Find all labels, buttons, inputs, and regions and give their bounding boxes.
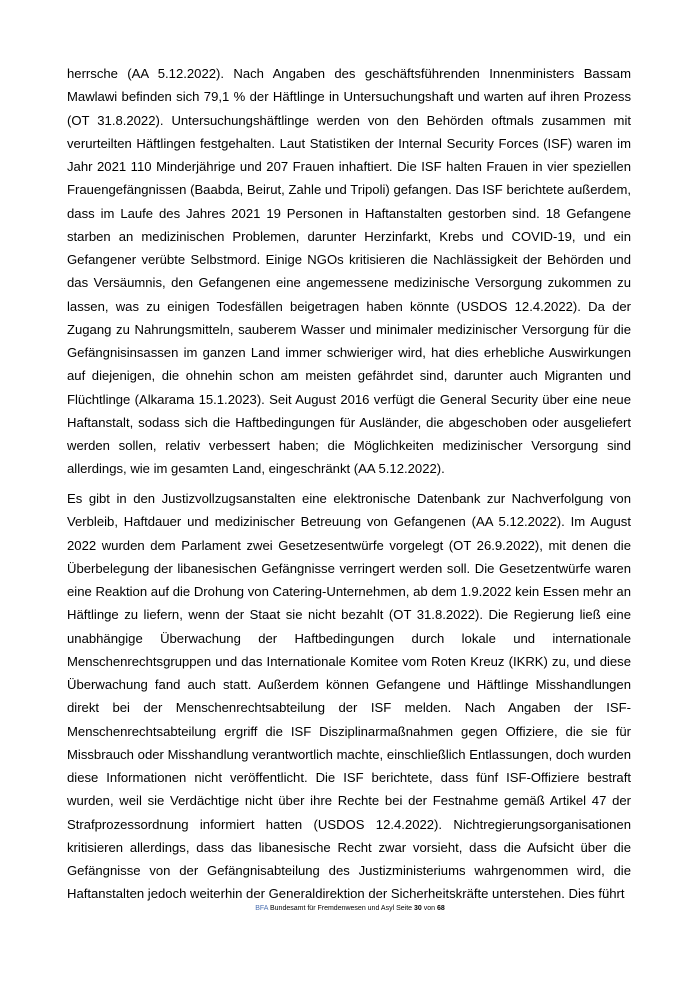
body-paragraph: Es gibt in den Justizvollzugsanstalten eine elektronische Datenbank zur Nachverfolgung von Verbleib, Haftdauer und medizinischer Betreuung von Gefangenen (AA 5.12.2022). Im August 2022 wurden dem Parlament zwei Gesetzesentwürfe vorgelegt (OT 26.9.2022), mit denen die Überbelegung der libanesischen Gefängnisse verringert werden soll. Die Gesetzentwürfe waren eine Reaktion auf die Drohung von Catering-Unternehmen, ab dem 1.9.2022 kein Essen mehr an Häftlinge zu liefern, wenn der Staat sie nicht bezahlt (OT 31.8.2022). Die Regierung ließ eine unabhängige Überwachung der Haftbedingungen durch lokale und internationale Menschenrechtsgruppen und das Internationale Komitee vom Roten Kreuz (IKRK) zu, und diese Überwachung fand auch statt. Außerdem können Gefangene und Häftlinge Misshandlungen direkt bei der Menschenrechtsabteilung der ISF melden. Nach Angaben der ISF-Menschenrechtsabteilung ergriff die ISF Disziplinarmaßnahmen gegen Offiziere, die sie für Missbrauch oder Misshandlung verantwortlich machte, einschließlich Entlassungen, doch wurden diese Informationen nicht veröffentlicht. Die ISF berichtete, dass fünf ISF-Offiziere bestraft wurden, weil sie Verdächtige nicht über ihre Rechte bei der Festnahme gemäß Artikel 47 der Strafprozessordnung informiert hatten (USDOS 12.4.2022). Nichtregierungsorganisationen kritisieren allerdings, dass das libanesische Recht zwar vorsieht, dass die Aufsicht über die Gefängnisse von der Gefängnisabteilung des Justizministeriums wahrgenommen wird, die Haftanstalten jedoch weiterhin der Generaldirektion der Sicherheitskräfte unterstehen. Dies führt bbox=[67, 491, 631, 902]
footer-page-current: 30 bbox=[414, 905, 422, 912]
footer-agency-name: Bundesamt für Fremdenwesen und Asyl bbox=[270, 905, 395, 912]
footer-page-total: 68 bbox=[437, 905, 445, 912]
page-footer bbox=[0, 904, 700, 914]
footer-page-separator: von bbox=[423, 905, 436, 912]
footer-brand-logo: BFA bbox=[255, 905, 269, 912]
footer-page-label: Seite bbox=[396, 905, 413, 912]
body-paragraph: herrsche (AA 5.12.2022). Nach Angaben des geschäftsführenden Innenministers Bassam Mawlawi befinden sich 79,1 % der Häftlinge in Untersuchungshaft und warten auf ihren Prozess (OT 31.8.2022). Untersuchungshäftlinge werden von den Behörden oftmals zusammen mit verurteilten Häftlingen festgehalten. Laut Statistiken der Internal Security Forces (ISF) waren im Jahr 2021 110 Minderjährige und 207 Frauen inhaftiert. Die ISF halten Frauen in vier speziellen Frauengefängnissen (Baabda, Beirut, Zahle und Tripoli) gefangen. Das ISF berichtete außerdem, dass im Laufe des Jahres 2021 19 Personen in Haftanstalten gestorben sind. 18 Gefangene starben an medizinischen Problemen, darunter Herzinfarkt, Krebs und COVID-19, und ein Gefangener verübte Selbstmord. Einige NGOs kritisieren die Nachlässigkeit der Behörden und das Versäumnis, den Gefangenen eine angemessene medizinische Versorgung zukommen zu lassen, was zu einigen Todesfällen beigetragen haben könnte (USDOS 12.4.2022). Da der Zugang zu Nahrungsmitteln, sauberem Wasser und minimaler medizinischer Versorgung für die Gefängnisinsassen im ganzen Land immer schwieriger wird, hat dies erhebliche Auswirkungen auf diejenigen, die ohnehin schon am meisten gefährdet sind, darunter auch Migranten und Flüchtlinge (Alkarama 15.1.2023). Seit August 2016 verfügt die General Security über eine neue Haftanstalt, sodass sich die Haftbedingungen für Ausländer, die abgeschoben oder ausgeliefert werden sollen, relativ verbessert haben; die Möglichkeiten medizinischer Versorgung sind allerdings, wie im gesamten Land, eingeschränkt (AA 5.12.2022). bbox=[67, 66, 631, 477]
